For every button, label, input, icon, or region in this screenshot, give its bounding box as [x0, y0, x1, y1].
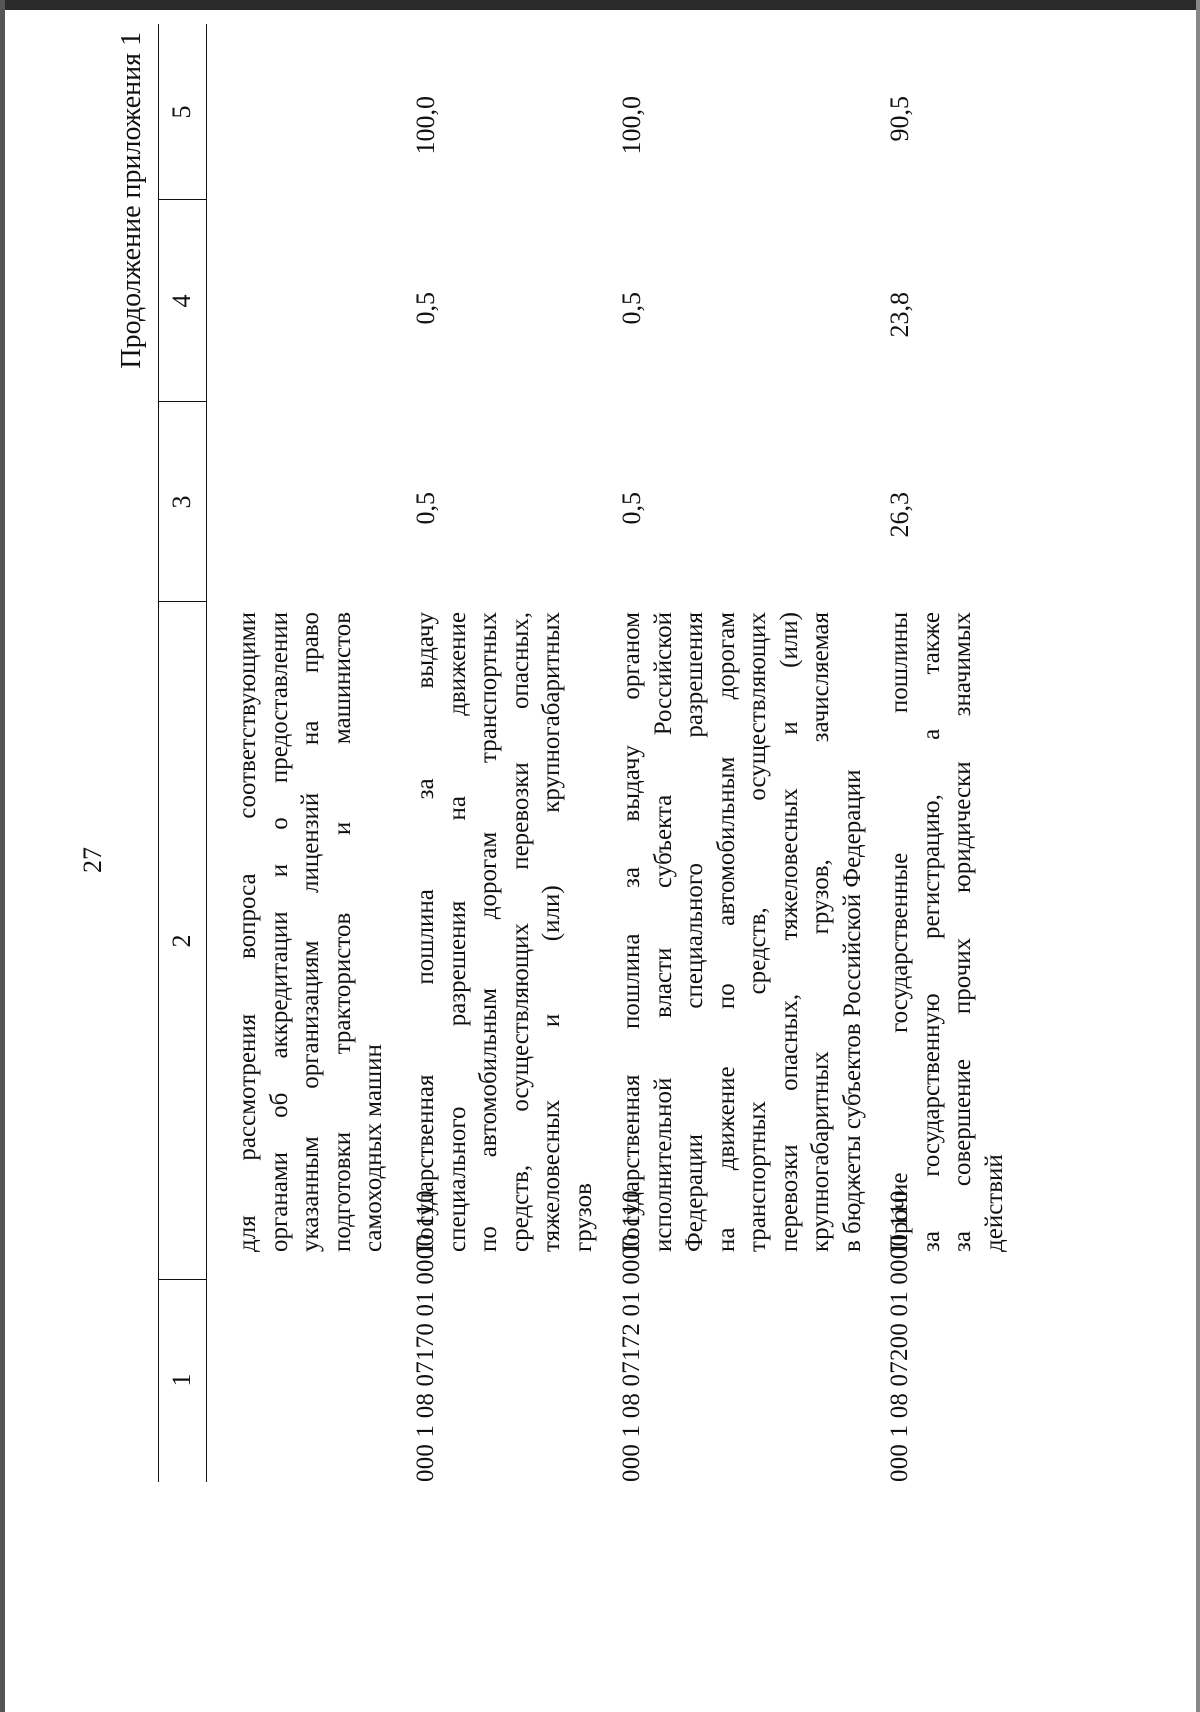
row-code: 000 1 08 07200 01 0000 110	[886, 1190, 913, 1482]
description-line: Федерации специального разрешения	[681, 612, 708, 1252]
description-line: исполнительной власти субъекта Российской	[649, 612, 677, 1252]
description-line: действий	[980, 1154, 1008, 1252]
page-number: 27	[78, 847, 107, 873]
description-line: указанным организациям лицензий на право	[297, 612, 324, 1252]
description-line: грузов	[569, 1183, 597, 1252]
description-line: тяжеловесных и (или) крупногабаритных	[538, 612, 565, 1252]
description-line: крупногабаритных грузов, зачисляемая	[807, 612, 834, 1252]
description-line: на движение по автомобильным дорогам	[712, 612, 740, 1252]
description-line: Государственная пошлина за выдачу	[412, 612, 439, 1252]
description-line: в бюджеты субъектов Российской Федерации	[838, 769, 866, 1252]
description-line: по автомобильным дорогам транспортных	[475, 612, 502, 1252]
row-code: 000 1 08 07172 01 0000 110	[618, 1190, 645, 1482]
row-value-col3: 26,3	[885, 492, 914, 538]
row-value-col4: 0,5	[617, 292, 646, 325]
row-value-col5: 100,0	[411, 96, 440, 155]
description-line: транспортных средств, осуществляющих	[744, 612, 771, 1252]
row-value-col4: 0,5	[411, 292, 440, 325]
table-header-bottom-rule	[206, 24, 207, 1482]
continuation-title: Продолжение приложения 1	[116, 32, 147, 369]
description-line: органами об аккредитации и о предоставлении	[265, 612, 293, 1252]
description-line: средств, осуществляющих перевозки опасных,	[506, 612, 534, 1252]
column-header-2: 2	[167, 934, 196, 948]
column-header-1: 1	[167, 1373, 196, 1387]
description-line: специального разрешения на движение	[443, 612, 471, 1252]
row-value-col3: 0,5	[411, 492, 440, 525]
table-header-top-rule	[158, 24, 159, 1482]
description-line: Прочие государственные пошлины	[886, 612, 913, 1252]
row-value-col3: 0,5	[617, 492, 646, 525]
description-line: за совершение прочих юридически значимых	[949, 612, 976, 1252]
column-header-4: 4	[167, 294, 196, 308]
description-line: за государственную регистрацию, а также	[917, 612, 945, 1252]
description-line: Государственная пошлина за выдачу органом	[618, 612, 645, 1252]
row-value-col5: 100,0	[617, 96, 646, 155]
description-line: перевозки опасных, тяжеловесных и (или)	[775, 612, 803, 1252]
row-code: 000 1 08 07170 01 0000 110	[412, 1190, 439, 1482]
row-description	[232, 612, 390, 1252]
row-value-col5: 90,5	[885, 96, 914, 142]
row-description	[884, 612, 1010, 1252]
description-line: для рассмотрения вопроса соответствующими	[234, 612, 261, 1252]
row-value-col4: 23,8	[885, 292, 914, 338]
column-header-5: 5	[167, 105, 196, 119]
description-line: подготовки трактористов и машинистов	[328, 612, 356, 1252]
description-line: самоходных машин	[360, 1044, 387, 1252]
column-header-3: 3	[167, 495, 196, 509]
row-description	[616, 612, 868, 1252]
row-description	[410, 612, 599, 1252]
